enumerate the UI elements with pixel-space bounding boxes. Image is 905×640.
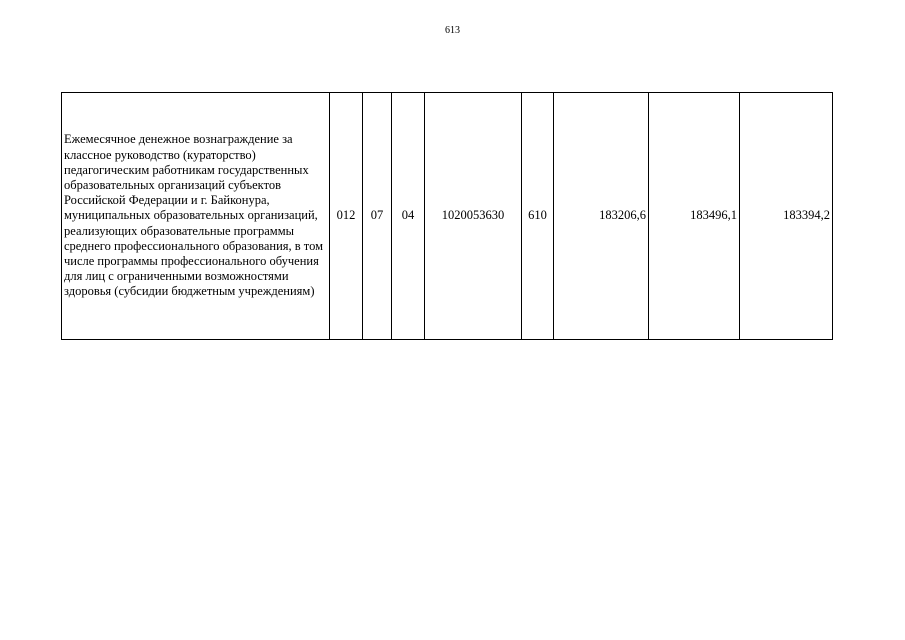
amount-1-cell: 183206,6 [554, 93, 649, 340]
expense-name-cell: Ежемесячное денежное вознаграждение за классное руководство (кураторство) педагогическим работникам государственных образовательных организаций субъектов Российской Федерации и г. Байконура, муниципальных образовательных организаций, реализующих образовательные программы среднего профессионального образования, в том числе программы профессионального обучения для лиц с ограниченными возможностями здоровья (субсидии бюджетным учреждениям) [62, 93, 330, 340]
table-row [62, 93, 833, 340]
amount-2-cell: 183496,1 [649, 93, 740, 340]
amount-3-cell: 183394,2 [740, 93, 833, 340]
expense-type-cell: 610 [522, 93, 554, 340]
page-number: 613 [445, 25, 460, 36]
subsection-code-cell: 04 [392, 93, 425, 340]
section-code-cell: 07 [363, 93, 392, 340]
budget-table [61, 92, 833, 340]
target-article-cell: 1020053630 [425, 93, 522, 340]
ministry-code-cell: 012 [330, 93, 363, 340]
